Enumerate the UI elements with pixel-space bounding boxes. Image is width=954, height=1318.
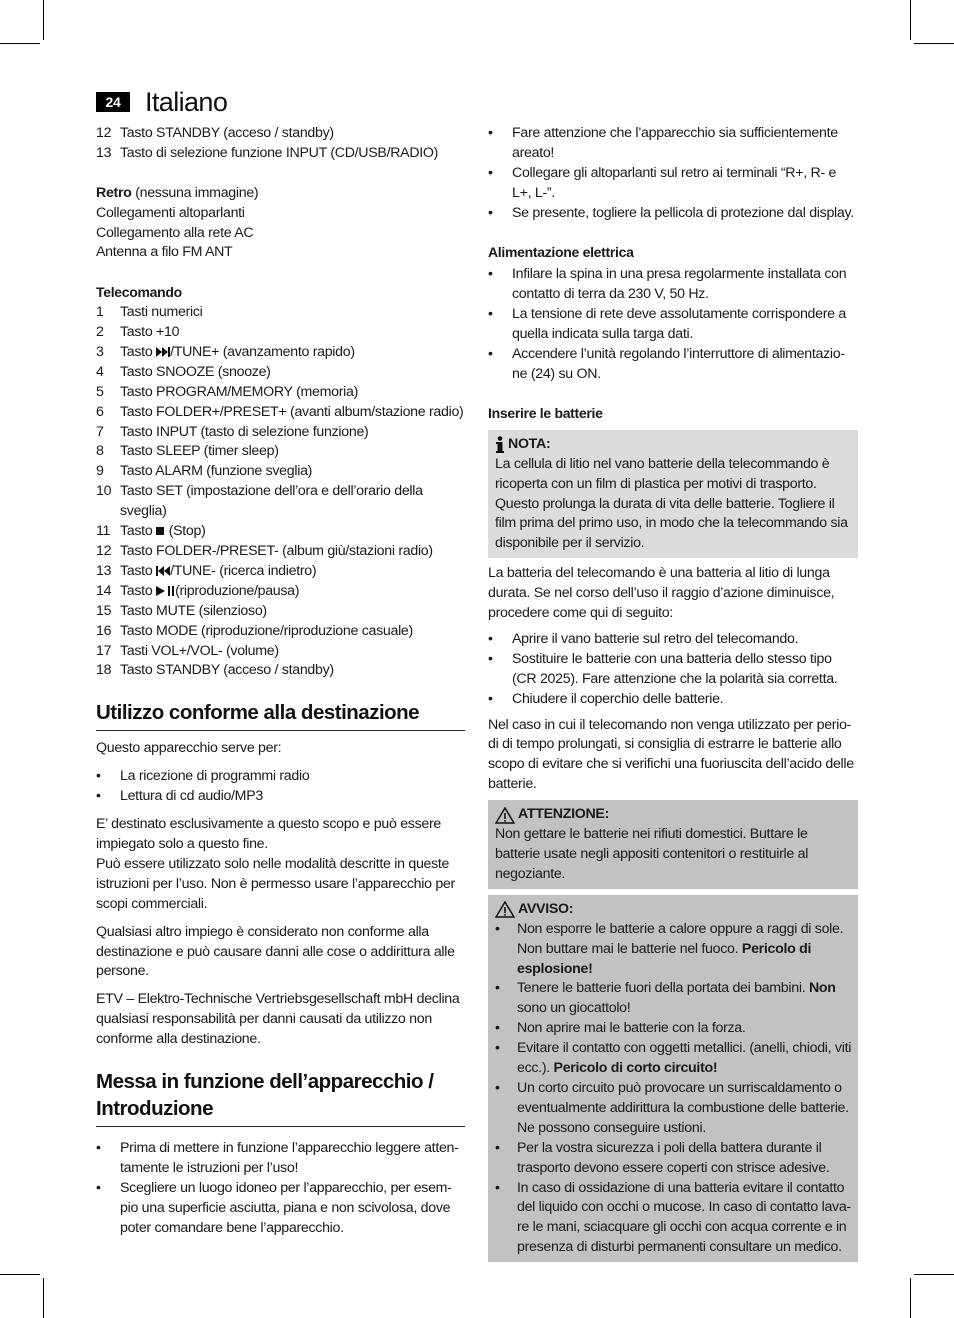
play-pause-icon bbox=[156, 586, 175, 596]
warning-triangle-icon bbox=[495, 901, 515, 918]
list-item: 10 Tasto SET (impostazione dell’ora e dell’orario della sveglia) bbox=[96, 483, 423, 520]
crop-mark bbox=[914, 1274, 954, 1275]
crop-mark bbox=[43, 0, 44, 40]
list-item: • Accendere l’unità regolando l’interruttore di alimentazio-ne (24) su ON. bbox=[488, 345, 858, 385]
retro-line: Collegamento alla rete AC bbox=[96, 224, 254, 241]
list-item: 2 Tasto +10 bbox=[96, 324, 180, 341]
retro-line: Antenna a filo FM ANT bbox=[96, 244, 233, 261]
caution-label: ATTENZIONE: bbox=[518, 806, 610, 823]
bullet-list bbox=[488, 265, 858, 384]
list-item: 1 Tasti numerici bbox=[96, 304, 203, 321]
retro-heading: Retro (nessuna immagine) bbox=[96, 184, 259, 201]
list-item: • Non aprire mai le batterie con la forza. bbox=[495, 1019, 852, 1039]
crop-mark bbox=[43, 1278, 44, 1318]
left-column bbox=[96, 124, 465, 1239]
crop-mark bbox=[914, 43, 954, 44]
note-box bbox=[488, 430, 858, 558]
list-item: • La ricezione di programmi radio bbox=[96, 767, 465, 787]
caution-box bbox=[488, 800, 858, 889]
list-item: 17 Tasti VOL+/VOL- (volume) bbox=[96, 642, 279, 659]
list-item: • Tenere le batterie fuori della portata dei bambini. Non sono un giocattolo! bbox=[495, 979, 852, 1019]
list-item: 16 Tasto MODE (riproduzione/riproduzione casuale) bbox=[96, 622, 413, 639]
list-item: • Fare attenzione che l’apparecchio sia sufficientemente areato! bbox=[488, 124, 858, 164]
list-item: • Chiudere il coperchio delle batterie. bbox=[488, 690, 858, 710]
list-item: 4 Tasto SNOOZE (snooze) bbox=[96, 363, 271, 380]
alimentazione-heading: Alimentazione elettrica bbox=[488, 243, 634, 260]
batterie-heading: Inserire le batterie bbox=[488, 404, 603, 421]
crop-mark bbox=[0, 43, 40, 44]
info-icon bbox=[495, 436, 505, 453]
paragraph: Nel caso in cui il telecomando non venga utilizzato per perio-di di tempo prolungati, si consiglia di estrarre le batterie allo scopo di evitare che si verifichi una fuoriuscita dell’acido delle batterie. bbox=[488, 716, 854, 793]
note-label: NOTA: bbox=[508, 435, 551, 452]
list-item: • Un corto circuito può provocare un surriscaldamento o eventualmente addirittura la combustione delle batterie. Ne possono conseguire ustioni. bbox=[495, 1079, 852, 1139]
page-header bbox=[96, 86, 227, 118]
front-panel-list-end bbox=[96, 124, 465, 164]
bullet-list bbox=[96, 1139, 465, 1239]
paragraph: La batteria del telecomando è una batteria al litio di lunga durata. Se nel corso dell’uso il raggio d’azione diminuisce, procedere come qui di seguito: bbox=[488, 565, 835, 622]
paragraph: Qualsiasi altro impiego è considerato non conforme alla destinazione e può causare danni alle cose o addirittura alle persone. bbox=[96, 923, 455, 980]
list-item: 12 Tasto FOLDER-/PRESET- (album giù/stazioni radio) bbox=[96, 543, 433, 559]
paragraph: E’ destinato esclusivamente a questo scopo e può essere impiegato solo a questo fine. bbox=[96, 816, 441, 852]
paragraph: Questo apparecchio serve per: bbox=[96, 740, 282, 757]
list-item: • Sostituire le batterie con una batteria dello stesso tipo (CR 2025). Fare attenzione che la polarità sia corretta. bbox=[488, 650, 858, 690]
caution-text: Non gettare le batterie nei rifiuti domestici. Buttare le batterie usate negli appositi contenitori o restituirle al negoziante. bbox=[495, 826, 809, 882]
list-item: • Se presente, togliere la pellicola di protezione dal display. bbox=[488, 204, 858, 224]
right-column bbox=[488, 124, 858, 1262]
list-item: 9 Tasto ALARM (funzione sveglia) bbox=[96, 463, 313, 480]
telecomando-heading: Telecomando bbox=[96, 284, 182, 301]
list-item: • Scegliere un luogo idoneo per l’apparecchio, per esem-pio una superficie asciutta, piana e non scivolosa, dove poter comandare bene l’apparecchio. bbox=[96, 1179, 465, 1239]
warning-box bbox=[488, 895, 858, 1262]
crop-mark bbox=[0, 1274, 40, 1275]
list-item: • In caso di ossidazione di una batteria evitare il contatto del liquido con occhi o mucose. In caso di contatto lava-re le mani, sciacquare gli occhi con acqua corrente e in presenza di disturbi permanenti consultare un medico. bbox=[495, 1179, 852, 1259]
list-item: 8 Tasto SLEEP (timer sleep) bbox=[96, 443, 279, 460]
bullet-list bbox=[488, 124, 858, 224]
crop-mark bbox=[910, 0, 911, 40]
list-item: 12 Tasto STANDBY (acceso / standby) bbox=[96, 125, 334, 141]
list-item: 3 Tasto /TUNE+ (avanzamento rapido) bbox=[96, 343, 355, 360]
rewind-icon bbox=[156, 566, 170, 576]
crop-mark bbox=[910, 1278, 911, 1318]
list-item: • Infilare la spina in una presa regolarmente installata con contatto di terra da 230 V, 50 Hz. bbox=[488, 265, 858, 305]
paragraph: Può essere utilizzato solo nelle modalità descritte in queste istruzioni per l’uso. Non è permesso usare l’apparecchio per scopi commerciali. bbox=[96, 855, 455, 912]
list-item: • Non esporre le batterie a calore oppure a raggi di sole. Non buttare mai le batterie nel fuoco. Pericolo di esplosione! bbox=[495, 920, 852, 980]
warning-triangle-icon bbox=[495, 807, 515, 824]
remote-control-list bbox=[96, 303, 465, 681]
list-item: 5 Tasto PROGRAM/MEMORY (memoria) bbox=[96, 383, 359, 400]
list-item: 11 Tasto (Stop) bbox=[96, 523, 206, 540]
bullet-list bbox=[96, 767, 465, 807]
list-item: • Collegare gli altoparlanti sul retro ai terminali “R+, R- e L+, L-”. bbox=[488, 164, 858, 204]
list-item: 18 Tasto STANDBY (acceso / standby) bbox=[96, 662, 334, 679]
bullet-list bbox=[488, 630, 858, 710]
section-title-utilizzo: Utilizzo conforme alla destinazione bbox=[96, 699, 465, 731]
retro-line: Collegamenti altoparlanti bbox=[96, 204, 245, 221]
paragraph: ETV – Elektro-Technische Vertriebsgesellschaft mbH declina qualsiasi responsabilità per danni causati da utilizzo non conforme alla destinazione. bbox=[96, 991, 460, 1048]
list-item: 6 Tasto FOLDER+/PRESET+ (avanti album/stazione radio) bbox=[96, 403, 464, 420]
list-item: • Per la vostra sicurezza i poli della battera durante il trasporto devono essere coperti con strisce adesive. bbox=[495, 1139, 852, 1179]
page-number: 24 bbox=[96, 92, 130, 112]
warning-list bbox=[495, 920, 852, 1258]
section-title-messa-in-funzione: Messa in funzione dell’apparecchio / Introduzione bbox=[96, 1068, 465, 1127]
note-text: La cellula di litio nel vano batterie della telecommando è ricoperta con un film di plastica per motivi di trasporto. Questo prolunga la durata di vita delle batterie. Togliere il film prima del primo uso, in modo che la telecommando sia disponibile per il servizio. bbox=[495, 455, 848, 552]
list-item: 13 Tasto di selezione funzione INPUT (CD/USB/RADIO) bbox=[96, 144, 439, 161]
list-item: • La tensione di rete deve assolutamente corrispondere a quella indicata sulla targa dati. bbox=[488, 305, 858, 345]
list-item: • Lettura di cd audio/MP3 bbox=[96, 787, 465, 807]
stop-icon bbox=[156, 526, 165, 536]
fast-forward-icon bbox=[156, 347, 170, 357]
list-item: • Prima di mettere in funzione l’apparecchio leggere atten-tamente le istruzioni per l’uso! bbox=[96, 1139, 465, 1179]
page-title: Italiano bbox=[145, 86, 228, 117]
warning-label: AVVISO: bbox=[518, 900, 574, 917]
list-item: 14 Tasto (riproduzione/pausa) bbox=[96, 582, 300, 599]
list-item: 13 Tasto /TUNE- (ricerca indietro) bbox=[96, 562, 317, 579]
list-item: 15 Tasto MUTE (silenzioso) bbox=[96, 602, 267, 619]
list-item: 7 Tasto INPUT (tasto di selezione funzione) bbox=[96, 423, 369, 440]
list-item: • Aprire il vano batterie sul retro del telecomando. bbox=[488, 630, 858, 650]
list-item: • Evitare il contatto con oggetti metallici. (anelli, chiodi, viti ecc.). Pericolo di corto circuito! bbox=[495, 1039, 852, 1079]
